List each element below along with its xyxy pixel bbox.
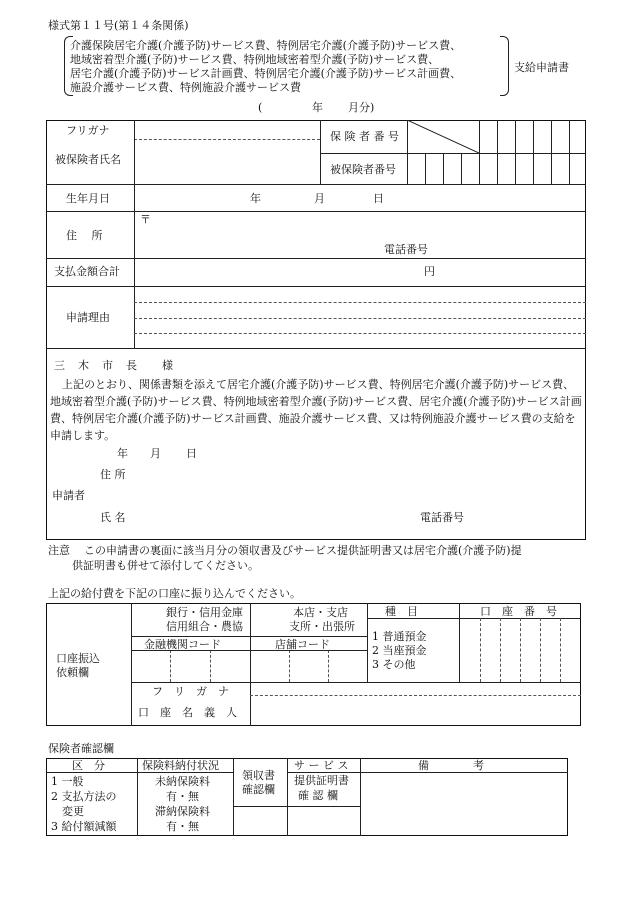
rule — [46, 348, 586, 349]
note-line-1: この申請書の裏面に該当月分の領収書及びサービス提供証明書又は居宅介護(介護予防)提 — [84, 544, 522, 557]
premium-unpaid-toggle[interactable]: 有・無 — [166, 790, 199, 803]
birth-year-unit: 年 — [250, 192, 261, 205]
applicant-name-label: 氏 名 — [100, 511, 126, 524]
insured-name-label: 被保険者氏名 — [55, 153, 121, 166]
reason-label: 申請理由 — [66, 311, 110, 324]
receipt-header-1: 領収書 — [242, 769, 275, 782]
address-phone-label: 電話番号 — [384, 243, 428, 256]
rule — [287, 772, 360, 773]
insurer-number-label: 保 険 者 番 号 — [330, 130, 399, 143]
digit-divider — [551, 120, 552, 153]
branch-code-label: 店舗コード — [275, 638, 330, 651]
service-line-3: 居宅介護(介護予防)サービス計画費、特例居宅介護(介護予防)サービス計画費、 — [70, 67, 462, 80]
category-header: 区 分 — [72, 759, 105, 772]
request-date-day: 日 — [186, 447, 197, 460]
birth-month-unit: 月 — [314, 192, 325, 205]
applicant-phone-label: 電話番号 — [420, 511, 464, 524]
form-title: 支給申請書 — [514, 61, 569, 74]
applicant-address-field[interactable] — [140, 462, 580, 484]
branch-types-2: 支所・出張所 — [289, 620, 355, 633]
total-amount-label: 支払金額合計 — [54, 265, 120, 278]
birth-date-label: 生年月日 — [66, 192, 110, 205]
category-2-cont: 変更 — [62, 805, 84, 818]
total-amount-field[interactable] — [135, 259, 585, 285]
rule — [320, 120, 321, 184]
address-field[interactable] — [135, 212, 585, 257]
transfer-label-1: 口座振込 — [56, 652, 100, 665]
applicant-name-field[interactable] — [140, 505, 410, 529]
account-number-field[interactable] — [460, 619, 580, 681]
account-number-header: 口 座 番 号 — [480, 605, 557, 618]
category-1: 1 一般 — [51, 775, 84, 788]
insured-number-label: 被保険者番号 — [330, 163, 396, 176]
service-check-field[interactable] — [288, 807, 359, 835]
rule — [46, 772, 137, 773]
reason-field[interactable] — [135, 287, 585, 347]
rule — [367, 603, 368, 682]
period-month: 月分) — [348, 101, 375, 114]
category-2: 2 支払方法の — [51, 790, 117, 803]
service-header-2: 提供証明書 — [294, 774, 349, 787]
kind-option-1[interactable]: 1 普通預金 — [372, 630, 427, 643]
rule — [131, 636, 367, 637]
insured-number-field[interactable] — [408, 154, 585, 183]
note-line-2: 供証明書も併せて添付してください。 — [72, 559, 259, 572]
service-line-1: 介護保険居宅介護(介護予防)サービス費、特例居宅介護(介護予防)サービス費、 — [70, 39, 462, 52]
furigana-label: フリガナ — [66, 124, 110, 137]
transfer-label-2: 依頼欄 — [56, 666, 89, 679]
applicant-phone-field[interactable] — [470, 505, 580, 529]
premium-unpaid-label: 未納保険料 — [155, 775, 210, 788]
request-date-year: 年 — [117, 447, 128, 460]
period-open: ( — [258, 101, 263, 114]
insurer-check-title: 保険者確認欄 — [48, 742, 114, 755]
furigana-field[interactable] — [135, 121, 319, 138]
bank-types-2: 信用組合・農協 — [166, 620, 243, 633]
address-label: 住 所 — [66, 229, 103, 242]
kind-option-3[interactable]: 3 その他 — [372, 658, 416, 671]
bank-types-1: 銀行・信用金庫 — [166, 606, 243, 619]
account-holder-field[interactable] — [251, 696, 580, 725]
account-holder-label: 口 座 名 義 人 — [138, 706, 237, 719]
bank-code-label: 金融機関コード — [144, 638, 221, 651]
request-date-month: 月 — [150, 447, 161, 460]
digit-divider — [533, 120, 534, 153]
applicant-address-label: 住 所 — [100, 468, 126, 481]
category-3: 3 給付額減額 — [51, 820, 117, 833]
bank-code-field[interactable] — [132, 651, 249, 681]
applicant-label: 申請者 — [52, 489, 85, 502]
insured-name-field[interactable] — [135, 140, 319, 183]
branch-types-1: 本店・支店 — [293, 606, 348, 619]
digit-divider — [515, 120, 516, 153]
kind-option-2[interactable]: 2 当座預金 — [372, 644, 427, 657]
premium-arrears-label: 滞納保険料 — [155, 805, 210, 818]
right-brace — [500, 36, 509, 96]
request-body: 上記のとおり、関係書類を添えて居宅介護(介護予防)サービス費、特例居宅介護(介護予防)サービス費、地域密着型介護(予防)サービス費、特例地域密着型介護(予防)サービス費、居宅介護(介護予防)サービス計画費、特例居宅介護(介護予防)サービス計画費、施設介護サービス費、又は特例施設介護サービス費の支給を申請します。 — [50, 378, 582, 442]
addressee: 三 木 市 長 様 — [54, 359, 174, 372]
receipt-header-2: 確認欄 — [242, 783, 275, 796]
rule — [137, 758, 138, 836]
postal-mark: 〒 — [140, 213, 151, 226]
bank-intro: 上記の給付費を下記の口座に振り込んでください。 — [48, 587, 301, 600]
service-header-3: 確 認 欄 — [298, 789, 338, 802]
service-line-2: 地域密着型介護(予防)サービス費、特例地域密着型介護(予防)サービス費、 — [70, 53, 440, 66]
kind-header: 種 目 — [385, 605, 418, 618]
insurer-number-diagonal — [407, 120, 479, 154]
service-line-4: 施設介護サービス費、特例施設介護サービス費 — [70, 81, 301, 94]
birth-date-field[interactable] — [135, 185, 585, 210]
period-year: 年 — [312, 101, 323, 114]
remarks-field[interactable] — [361, 773, 567, 835]
holder-furigana-field[interactable] — [251, 683, 580, 694]
digit-divider — [479, 120, 480, 153]
form-number: 様式第１１号(第１４条関係) — [48, 19, 189, 32]
holder-furigana-label: フ リ ガ ナ — [152, 685, 229, 698]
yen-unit: 円 — [424, 265, 435, 278]
digit-divider — [497, 120, 498, 153]
birth-day-unit: 日 — [373, 192, 384, 205]
receipt-check-field[interactable] — [234, 807, 286, 835]
digit-divider — [569, 120, 570, 153]
branch-code-field[interactable] — [251, 651, 366, 681]
premium-arrears-toggle[interactable]: 有・無 — [166, 820, 199, 833]
service-header-1: サ ー ビ ス — [294, 759, 349, 772]
rule — [137, 772, 233, 773]
remarks-header: 備 考 — [418, 759, 484, 772]
premium-header: 保険料納付状況 — [142, 759, 219, 772]
note-prefix: 注意 — [48, 544, 70, 557]
